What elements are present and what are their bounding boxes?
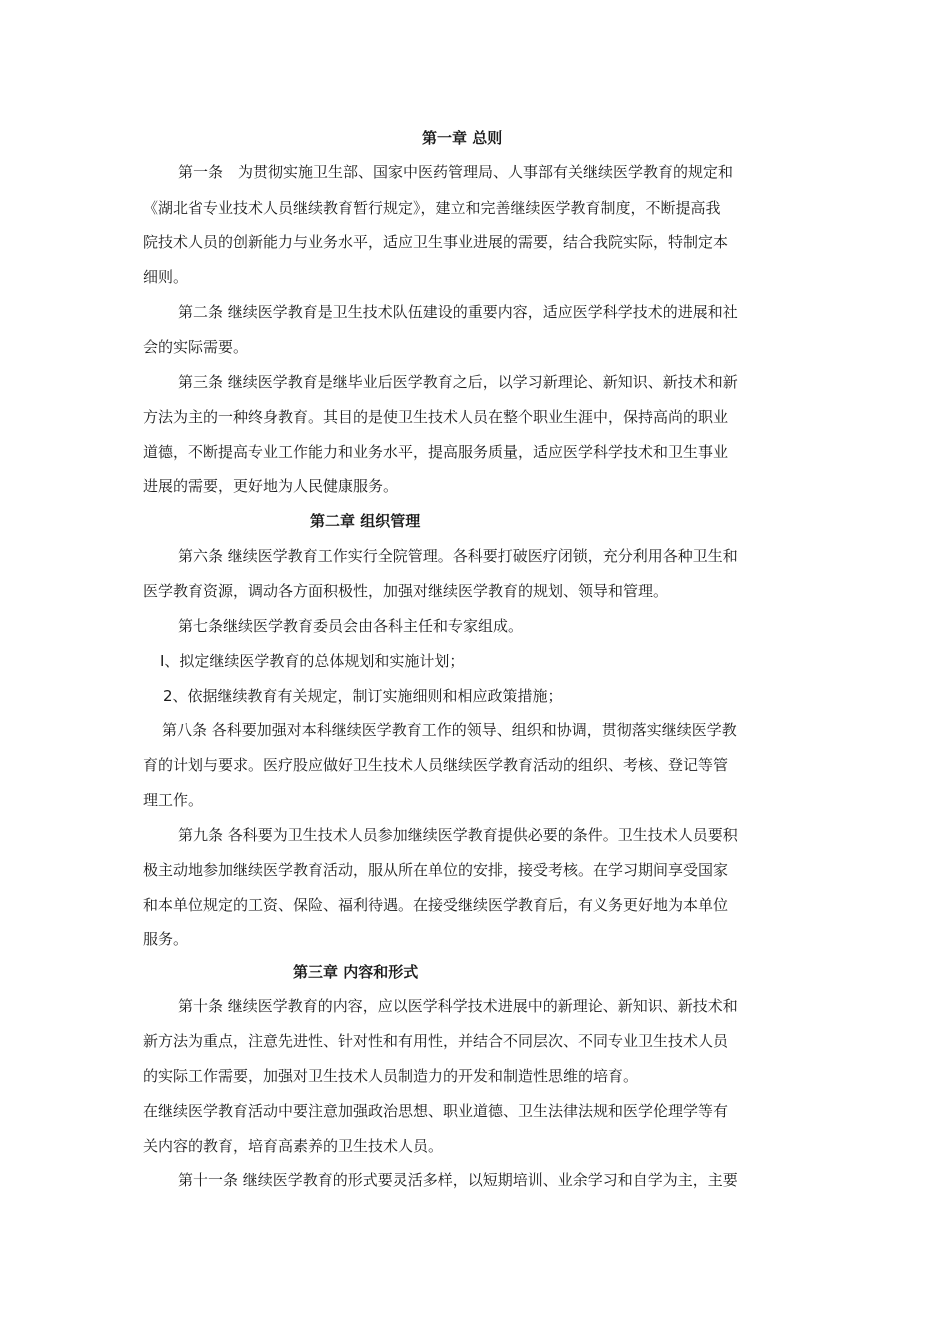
article-10-line-3: 的实际工作需要，加强对卫生技术人员制造力的开发和制造性思维的培育。 <box>143 1067 639 1085</box>
list-item-1: I、拟定继续医学教育的总体规划和实施计划； <box>160 652 465 670</box>
article-8-line-2: 育的计划与要求。医疗股应做好卫生技术人员继续医学教育活动的组织、考核、登记等管 <box>143 756 729 774</box>
article-9-line-2: 极主动地参加继续医学教育活动，服从所在单位的安排，接受考核。在学习期间享受国家 <box>143 861 729 879</box>
content-note-line-1: 在继续医学教育活动中要注意加强政治思想、职业道德、卫生法律法规和医学伦理学等有 <box>143 1102 729 1120</box>
article-3-line-3: 道德，不断提高专业工作能力和业务水平，提高服务质量，适应医学科学技术和卫生事业 <box>143 443 729 461</box>
article-3-line-4: 进展的需要，更好地为人民健康服务。 <box>143 477 399 495</box>
article-9-line-4: 服务。 <box>143 930 189 948</box>
article-1-line-2: 《湖北省专业技术人员继续教育暂行规定》，建立和完善继续医学教育制度，不断提高我 <box>143 199 721 217</box>
article-3-line-1: 第三条 继续医学教育是继毕业后医学教育之后，以学习新理论、新知识、新技术和新 <box>178 373 738 391</box>
article-3-line-2: 方法为主的一种终身教育。其目的是使卫生技术人员在整个职业生涯中，保持高尚的职业 <box>143 408 729 426</box>
article-2-line-2: 会的实际需要。 <box>143 338 249 356</box>
article-7-line-1: 第七条继续医学教育委员会由各科主任和专家组成。 <box>178 617 524 635</box>
article-9-line-3: 和本单位规定的工资、保险、福利待遇。在接受继续医学教育后，有义务更好地为本单位 <box>143 896 729 914</box>
article-10-line-1: 第十条 继续医学教育的内容，应以医学科学技术进展中的新理论、新知识、新技术和 <box>178 997 738 1015</box>
article-6-line-2: 医学教育资源，调动各方面积极性，加强对继续医学教育的规划、领导和管理。 <box>143 582 669 600</box>
chapter-2-title: 第二章 组织管理 <box>310 512 421 530</box>
chapter-3-title: 第三章 内容和形式 <box>293 963 419 981</box>
list-item-2: 2、依据继续教育有关规定，制订实施细则和相应政策措施； <box>163 687 563 705</box>
chapter-1-title: 第一章 总则 <box>422 129 503 147</box>
article-6-line-1: 第六条 继续医学教育工作实行全院管理。各科要打破医疗闭锁，充分利用各种卫生和 <box>178 547 738 565</box>
article-11-line-1: 第十一条 继续医学教育的形式要灵活多样，以短期培训、业余学习和自学为主，主要 <box>178 1171 738 1189</box>
article-1-line-3: 院技术人员的创新能力与业务水平，适应卫生事业进展的需要，结合我院实际，特制定本 <box>143 233 729 251</box>
article-2-line-1: 第二条 继续医学教育是卫生技术队伍建设的重要内容，适应医学科学技术的进展和社 <box>178 303 738 321</box>
article-10-line-2: 新方法为重点，注意先进性、针对性和有用性，并结合不同层次、不同专业卫生技术人员 <box>143 1032 729 1050</box>
article-9-line-1: 第九条 各科要为卫生技术人员参加继续医学教育提供必要的条件。卫生技术人员要积 <box>178 826 738 844</box>
article-1-line-4: 细则。 <box>143 268 189 286</box>
content-note-line-2: 关内容的教育，培育高素养的卫生技术人员。 <box>143 1137 444 1155</box>
article-1-line-1: 第一条 为贯彻实施卫生部、国家中医药管理局、人事部有关继续医学教育的规定和 <box>178 163 734 181</box>
article-8-line-3: 理工作。 <box>143 791 204 809</box>
article-8-line-1: 第八条 各科要加强对本科继续医学教育工作的领导、组织和协调，贯彻落实继续医学教 <box>162 721 737 739</box>
